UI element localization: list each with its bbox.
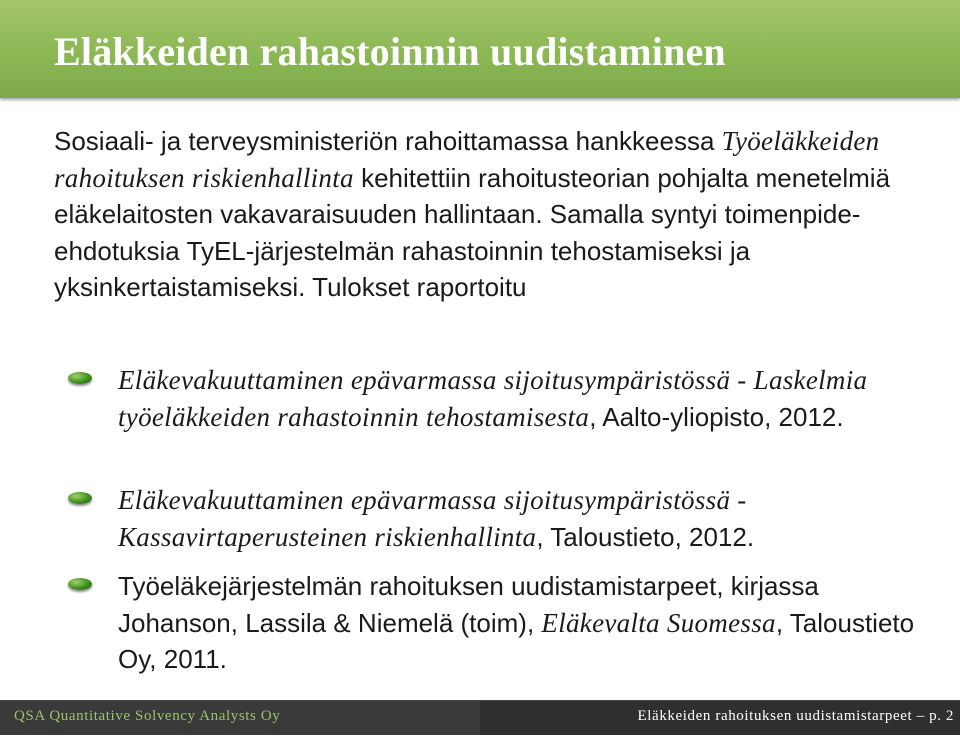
intro-paragraph [54,123,904,306]
project-name: Työeläkkeiden rahoituksen riskienhallinta [54,126,880,193]
footer-bar [0,700,960,735]
reference-source: , Taloustieto, 2012. [536,521,755,552]
intro-text-1: Sosiaali- ja terveysministeriön rahoittamassa hankkeessa [54,126,715,156]
list-item [118,568,918,678]
green-ball-icon [68,372,92,384]
intro-text-2: kehitettiin rahoitusteorian pohjalta menetelmiä eläkelaitosten vakavaraisuuden hallintaan. Samalla syntyi toimenpide-ehdotuksia TyEL-järjestelmän rahastoinnin tehostamiseksi ja yksinkertaistamiseksi. Tulokset raportoitu [54,162,891,302]
reference-source: , Taloustieto Oy, 2011. [118,607,915,674]
list-item [118,362,918,435]
green-ball-icon [68,492,92,504]
list-item [118,482,918,555]
reference-title: Eläkevakuuttaminen epävarmassa sijoitusympäristössä - Laskelmia työeläkkeiden rahastoinnin tehostamisesta [118,365,868,432]
reference-title: Eläkevakuuttaminen epävarmassa sijoitusympäristössä - Kassavirtaperusteinen riskienhallinta [118,485,747,552]
footer-organization: QSA Quantitative Solvency Analysts Oy [14,708,281,724]
reference-title: Eläkevalta Suomessa [541,607,776,638]
reference-lead: Työeläkejärjestelmän rahoituksen uudistamistarpeet, kirjassa Johanson, Lassila & Niemelä (toim), [118,571,819,638]
green-ball-icon [68,578,92,590]
title-bar [0,0,960,98]
reference-source: , Aalto-yliopisto, 2012. [589,401,844,432]
footer-left-panel [0,701,480,735]
slide-title: Eläkkeiden rahastoinnin uudistaminen [54,29,726,74]
footer-page-info: Eläkkeiden rahoituksen uudistamistarpeet – p. 2 [637,708,954,724]
